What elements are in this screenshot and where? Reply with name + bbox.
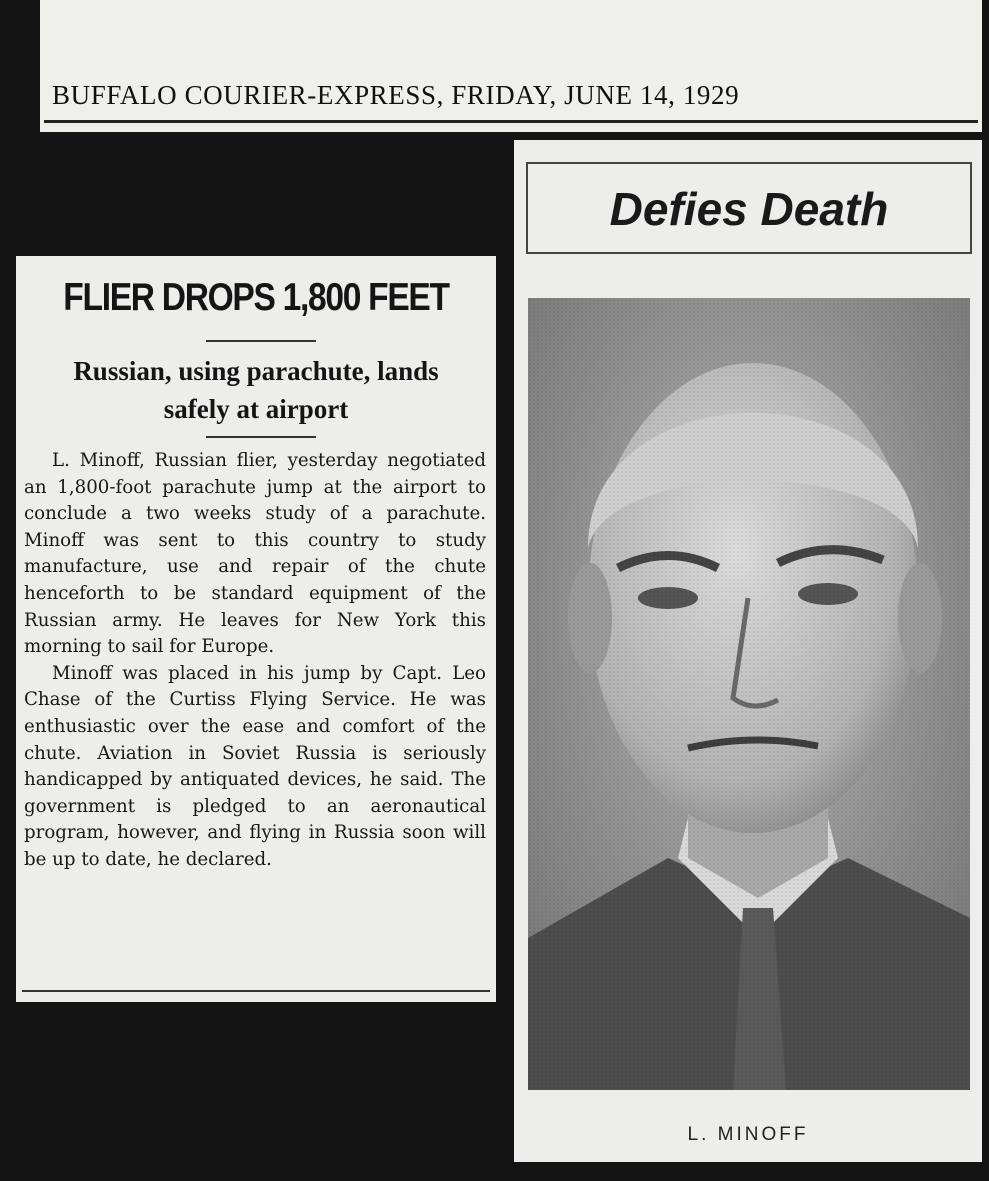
article-paragraph-2: Minoff was placed in his jump by Capt. Leo Chase of the Curtiss Flying Service. He was enthusiastic over the ease and comfort of the chute. Aviation in Soviet Russia is seriously handicapped by antiquated devices, he said. The government is pledged to an aeronautical program, however, and flying in Russia soon will be up to date, he declared. [24, 662, 486, 870]
article-headline: FLIER DROPS 1,800 FEET [63, 276, 449, 319]
subhead-line-2: safely at airport [163, 394, 349, 424]
headline-divider [206, 340, 316, 342]
article-subhead [16, 352, 496, 428]
news-article [16, 256, 496, 1002]
subhead-divider [206, 436, 316, 438]
portrait-illustration [528, 298, 970, 1090]
masthead-rule [44, 120, 978, 123]
subhead-line-1: Russian, using parachute, lands [73, 356, 439, 386]
photo-column [514, 140, 982, 1162]
photo-caption: L. MINOFF [687, 1124, 809, 1145]
article-bottom-rule [22, 990, 490, 992]
article-body [24, 448, 486, 874]
masthead-dateline: BUFFALO COURIER-EXPRESS, FRIDAY, JUNE 14, 1929 [52, 80, 740, 110]
portrait-photo [528, 298, 970, 1090]
caption-head-box [526, 162, 972, 254]
photo-headline: Defies Death [609, 183, 889, 235]
article-paragraph-1: L. Minoff, Russian flier, yesterday negotiated an 1,800-foot parachute jump at the airport to conclude a two weeks study of a parachute. Minoff was sent to this country to study manufacture, use and repair of the chute henceforth to be standard equipment of the Russian army. He leaves for New York this morning to sail for Europe. [24, 450, 486, 658]
newspaper-masthead [40, 0, 982, 132]
